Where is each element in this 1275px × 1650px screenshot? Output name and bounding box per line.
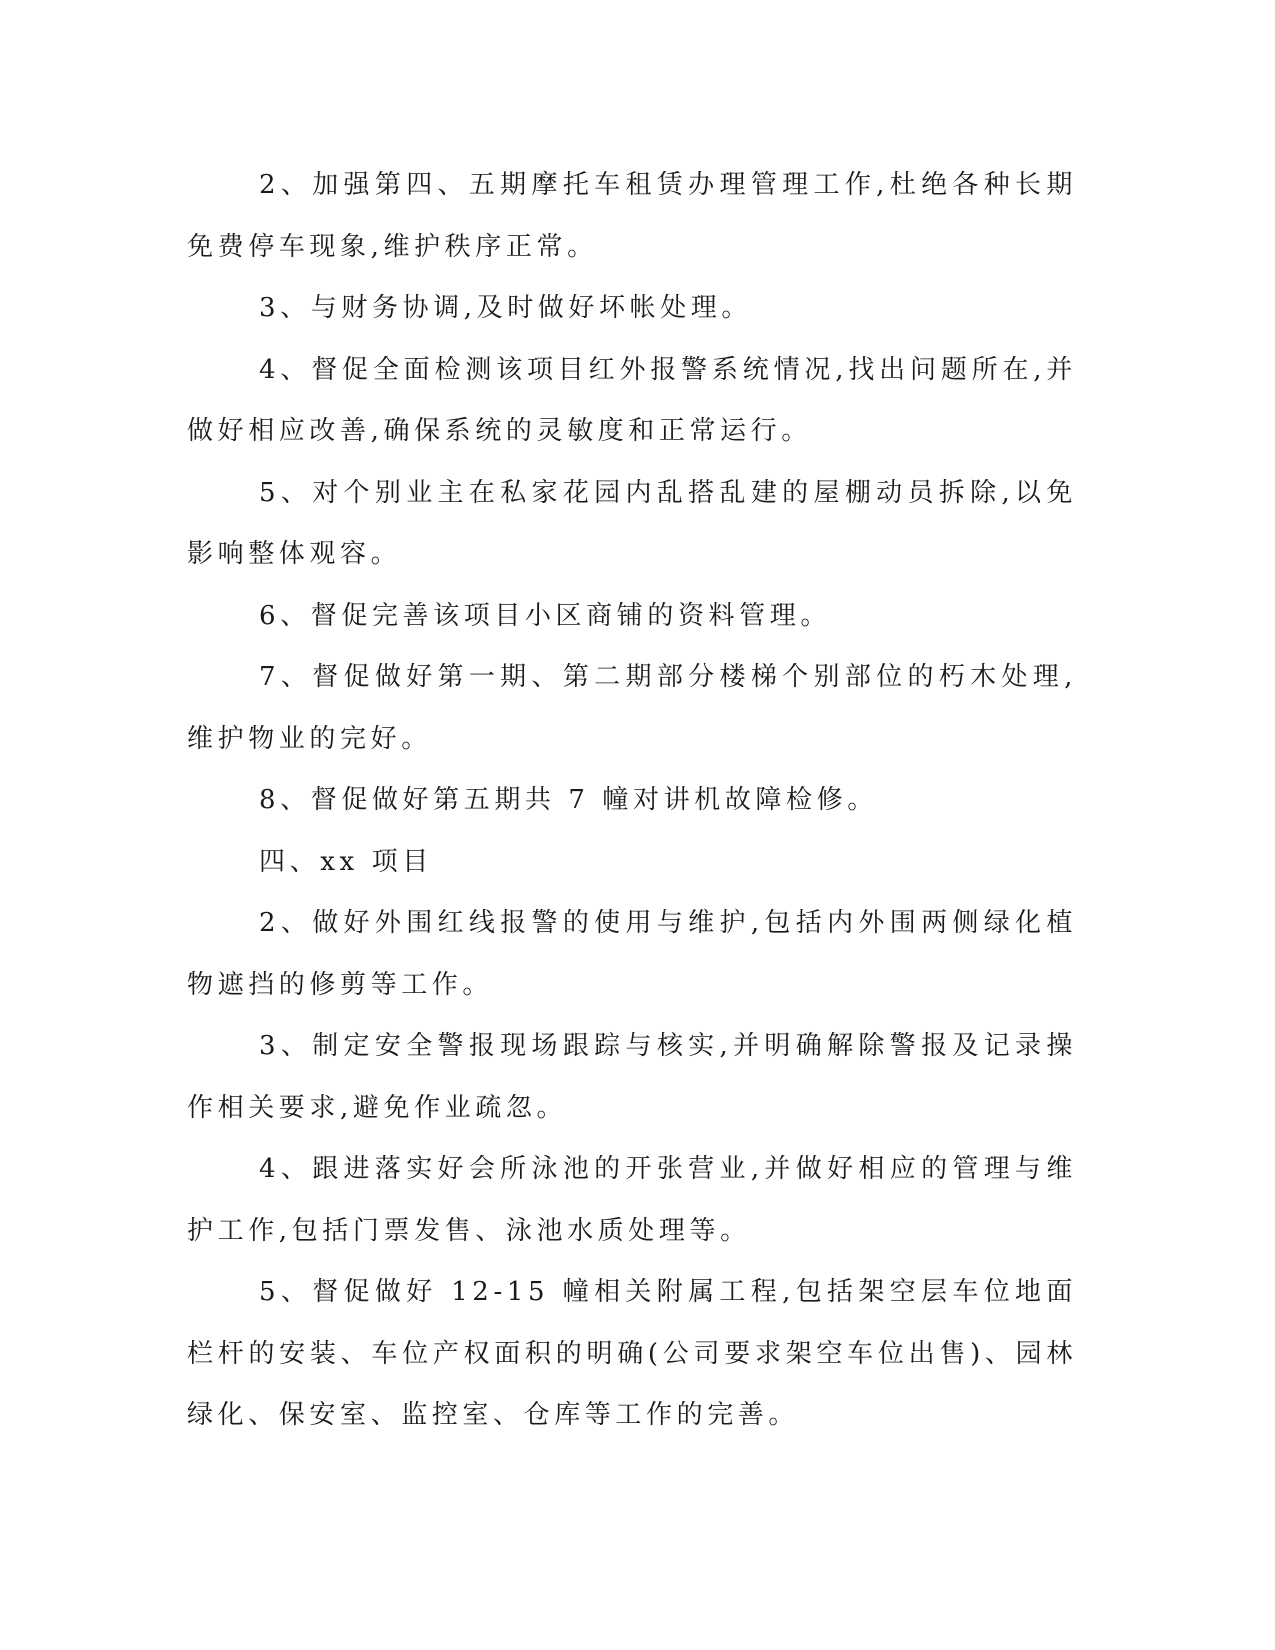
paragraph-item-5-illegal-sheds: 5、对个别业主在私家花园内乱搭乱建的屋棚动员拆除,以免影响整体观容。 (187, 477, 1077, 569)
paragraph-item-4-pool-opening: 4、跟进落实好会所泳池的开张营业,并做好相应的管理与维护工作,包括门票发售、泳池水质处理等。 (187, 1154, 1077, 1246)
section-heading-project-four: 四、xx 项目 (259, 846, 433, 877)
paragraph-item-6-shop-records: 6、督促完善该项目小区商铺的资料管理。 (259, 600, 831, 631)
paragraph-item-7-stair-repair: 7、督促做好第一期、第二期部分楼梯个别部位的朽木处理,维护物业的完好。 (187, 662, 1077, 754)
document-page (187, 155, 1077, 1447)
paragraph-item-2-perimeter-alarm: 2、做好外围红线报警的使用与维护,包括内外围两侧绿化植物遮挡的修剪等工作。 (187, 908, 1077, 1000)
paragraph-item-4-infrared-alarm: 4、督促全面检测该项目红外报警系统情况,找出问题所在,并做好相应改善,确保系统的灵敏度和正常运行。 (187, 354, 1077, 446)
paragraph-item-8-intercom-repair: 8、督促做好第五期共 7 幢对讲机故障检修。 (259, 785, 878, 815)
paragraph-item-5-ancillary-works: 5、督促做好 12-15 幢相关附属工程,包括架空层车位地面栏杆的安装、车位产权面积的明确(公司要求架空车位出售)、园林绿化、保安室、监控室、仓库等工作的完善。 (187, 1277, 1077, 1430)
paragraph-item-2-motorcycle-rental: 2、加强第四、五期摩托车租赁办理管理工作,杜绝各种长期免费停车现象,维护秩序正常。 (187, 170, 1077, 262)
paragraph-item-3-bad-debt: 3、与财务协调,及时做好坏帐处理。 (259, 293, 753, 323)
paragraph-item-3-alarm-verification: 3、制定安全警报现场跟踪与核实,并明确解除警报及记录操作相关要求,避免作业疏忽。 (187, 1031, 1077, 1123)
